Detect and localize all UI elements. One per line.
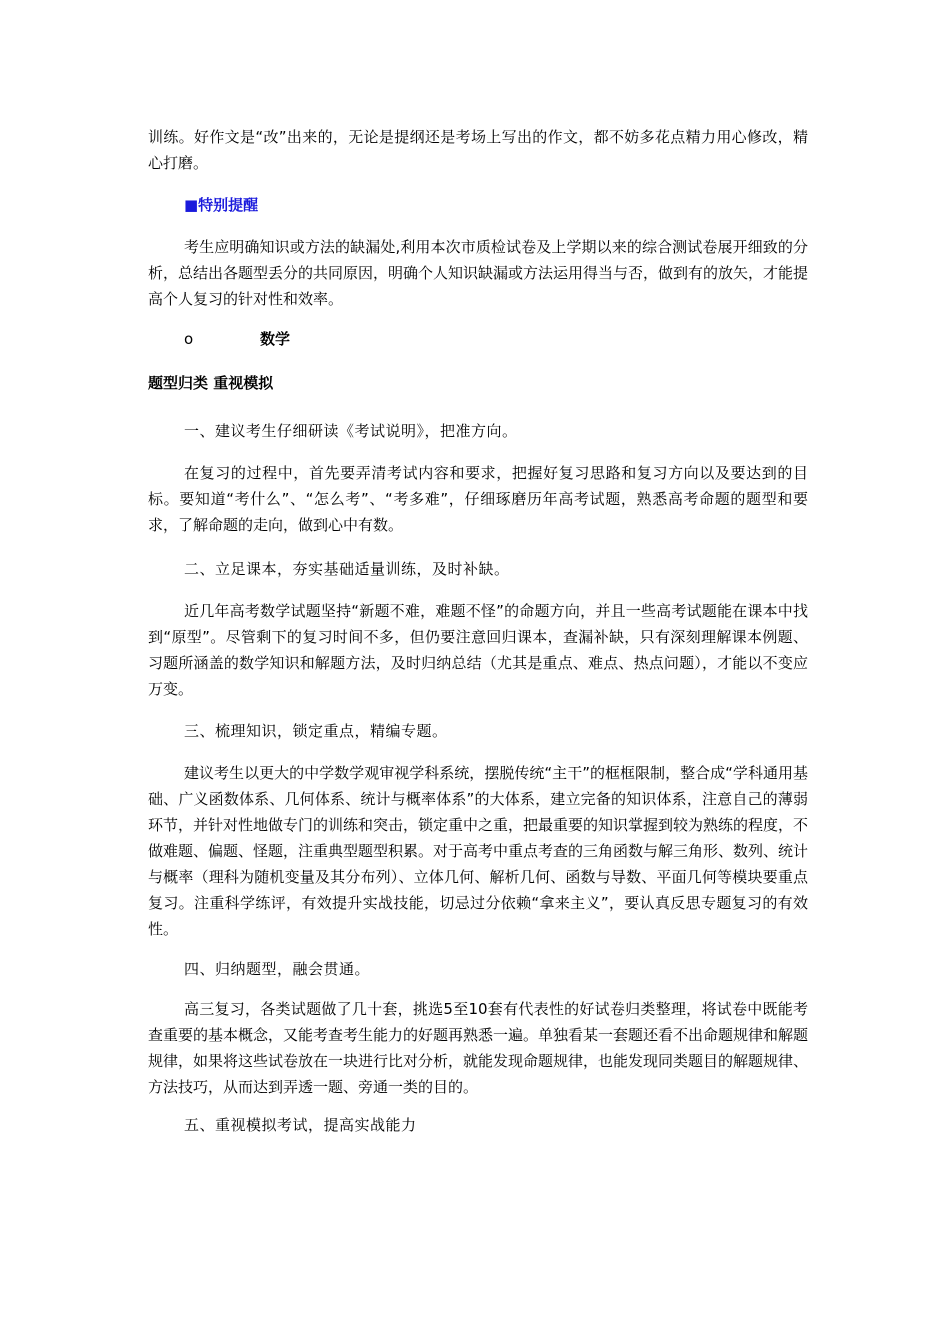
subheading-4: 四、归纳题型，融会贯通。 [184, 960, 371, 978]
subheading-1: 一、建议考生仔细研读《考试说明》，把准方向。 [184, 422, 518, 440]
paragraph-2: 近几年高考数学试题坚持“新题不难，难题不怪”的命题方向，并且一些高考试题能在课本中找到“原型”。尽管剩下的复习时间不多，但仍要注意回归课本，查漏补缺，只有深刻理解课本例题、习题所涵盖的数学知识和解题方法，及时归纳总结（尤其是重点、难点、热点问题），才能以不变应万变。 [148, 602, 808, 698]
paragraph-essay-revision: 训练。好作文是“改”出来的，无论是提纲还是考场上写出的作文，都不妨多花点精力用心修改，精心打磨。 [148, 128, 808, 172]
paragraph-1: 在复习的过程中，首先要弄清考试内容和要求，把握好复习思路和复习方向以及要达到的目标。要知道“考什么”、“怎么考”、“考多难”，仔细琢磨历年高考试题，熟悉高考命题的题型和要求，了解命题的走向，做到心中有数。 [148, 464, 808, 534]
paragraph-4: 高三复习，各类试题做了几十套，挑选5至10套有代表性的好试卷归类整理，将试卷中既能考查重要的基本概念，又能考查考生能力的好题再熟悉一遍。单独看某一套题还看不出命题规律和解题规律，如果将这些试卷放在一块进行比对分析，就能发现命题规律，也能发现同类题目的解题规律、方法技巧，从而达到弄透一题、旁通一类的目的。 [148, 1000, 809, 1096]
paragraph-3: 建议考生以更大的中学数学观审视学科系统，摆脱传统“主干”的框框限制，整合成“学科通用基础、广义函数体系、几何体系、统计与概率体系”的大体系，建立完备的知识体系，注意自己的薄弱环节，并针对性地做专门的训练和突击，锁定重中之重，把最重要的知识掌握到较为熟练的程度，不做难题、偏题、怪题，注重典型题型积累。对于高考中重点考查的三角函数与解三角形、数列、统计与概率（理科为随机变量及其分布列）、立体几何、解析几何、函数与导数、平面几何等模块要重点复习。注重科学练评，有效提升实战技能，切忌过分依赖“拿来主义”，要认真反思专题复习的有效性。 [148, 764, 809, 938]
paragraph-reminder: 考生应明确知识或方法的缺漏处,利用本次市质检试卷及上学期以来的综合测试卷展开细致的分析，总结出各题型丢分的共同原因，明确个人知识缺漏或方法运用得当与否，做到有的放矢，才能提高个人复习的针对性和效率。 [148, 238, 809, 308]
math-section-title [184, 326, 290, 352]
subheading-3: 三、梳理知识，锁定重点，精编专题。 [184, 722, 448, 740]
special-reminder-heading: ■特别提醒 [184, 196, 259, 214]
subheading-2: 二、立足课本，夯实基础适量训练，及时补缺。 [184, 560, 510, 578]
subheading-5: 五、重视模拟考试，提高实战能力 [184, 1116, 417, 1134]
math-title-text: 数学 [260, 330, 291, 348]
bullet-marker: o [184, 330, 194, 348]
section-heading: 题型归类 重视模拟 [148, 374, 274, 392]
